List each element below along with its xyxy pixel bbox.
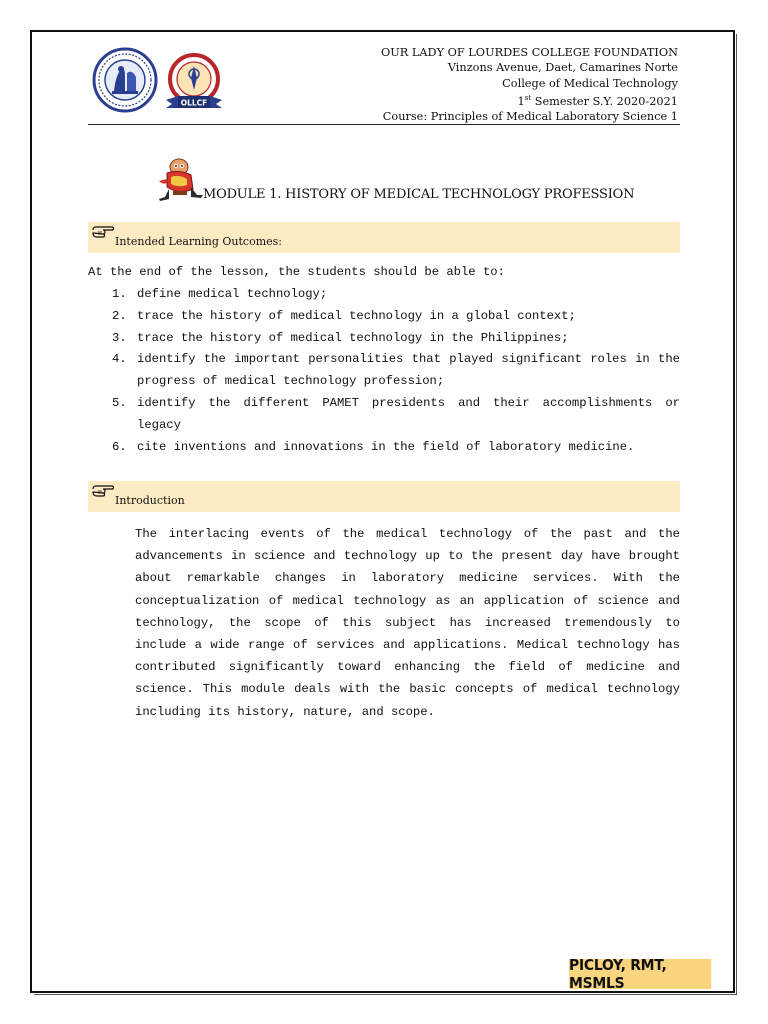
- list-item-number: 4.: [112, 352, 127, 367]
- introduction-section-bar: [88, 481, 680, 512]
- list-item: [112, 349, 680, 393]
- list-item: [112, 393, 680, 437]
- pointing-hand-icon: [92, 225, 114, 239]
- author-badge: PICLOY, RMT, MSMLS: [569, 959, 711, 989]
- outcomes-list: [112, 284, 680, 458]
- list-item-text: define medical technology;: [137, 287, 328, 301]
- ollcf-logo-text: OLLCF: [180, 98, 208, 108]
- list-item-text: trace the history of medical technology in the Philippines;: [137, 330, 569, 345]
- list-item: [112, 437, 680, 459]
- pointing-hand-icon: [92, 484, 114, 498]
- college-name: College of Medical Technology: [502, 76, 678, 90]
- ollcf-logo: [164, 52, 224, 114]
- list-item-text: identify the different PAMET presidents and their accomplishments or legacy: [137, 395, 680, 432]
- introduction-paragraph: The interlacing events of the medical technology of the past and the advancements in science and technology up to the present day have brought about remarkable changes in laboratory medicine services. With the conceptualization of medical technology as an application of science and technology, the scope of this subject has increased tremendously to include a wide range of services and applications. Medical technology has contributed significantly toward enhancing the field of medicine and science. This module deals with the basic concepts of medical technology including its history, nature, and scope.: [135, 527, 680, 719]
- list-item: [112, 328, 680, 350]
- list-item-text: trace the history of medical technology in a global context;: [137, 308, 576, 323]
- semester-text: Semester S.Y. 2020-2021: [531, 94, 678, 108]
- cartoon-mascot-illustration: [157, 157, 205, 203]
- semester-ordinal: 1: [517, 94, 525, 108]
- list-item: [112, 306, 680, 328]
- semester-suffix: st: [524, 94, 532, 103]
- institution-header: [298, 45, 678, 125]
- header-divider: [88, 124, 680, 125]
- institution-name: OUR LADY OF LOURDES COLLEGE FOUNDATION: [380, 46, 678, 59]
- introduction-heading: Introduction: [115, 494, 185, 507]
- list-item-number: 1.: [112, 287, 127, 301]
- outcomes-heading: Intended Learning Outcomes:: [115, 235, 282, 248]
- list-item-number: 5.: [112, 395, 127, 410]
- semester-line: [298, 91, 678, 109]
- outcomes-section-bar: [88, 222, 680, 253]
- outcomes-lead: At the end of the lesson, the students should be able to:: [88, 265, 505, 279]
- college-seal-logo: [92, 47, 158, 113]
- course-name: Course: Principles of Medical Laboratory Science 1: [382, 110, 678, 124]
- list-item-number: 2.: [112, 308, 127, 323]
- institution-address: Vinzons Avenue, Daet, Camarines Norte: [447, 61, 678, 75]
- list-item: [112, 284, 680, 306]
- module-title: MODULE 1. HISTORY OF MEDICAL TECHNOLOGY PROFESSION: [203, 187, 635, 202]
- list-item-number: 6.: [112, 439, 127, 454]
- list-item-number: 3.: [112, 330, 127, 345]
- list-item-text: identify the important personalities that played significant roles in the progress of medical technology profession;: [137, 352, 680, 389]
- list-item-text: cite inventions and innovations in the field of laboratory medicine.: [137, 439, 635, 454]
